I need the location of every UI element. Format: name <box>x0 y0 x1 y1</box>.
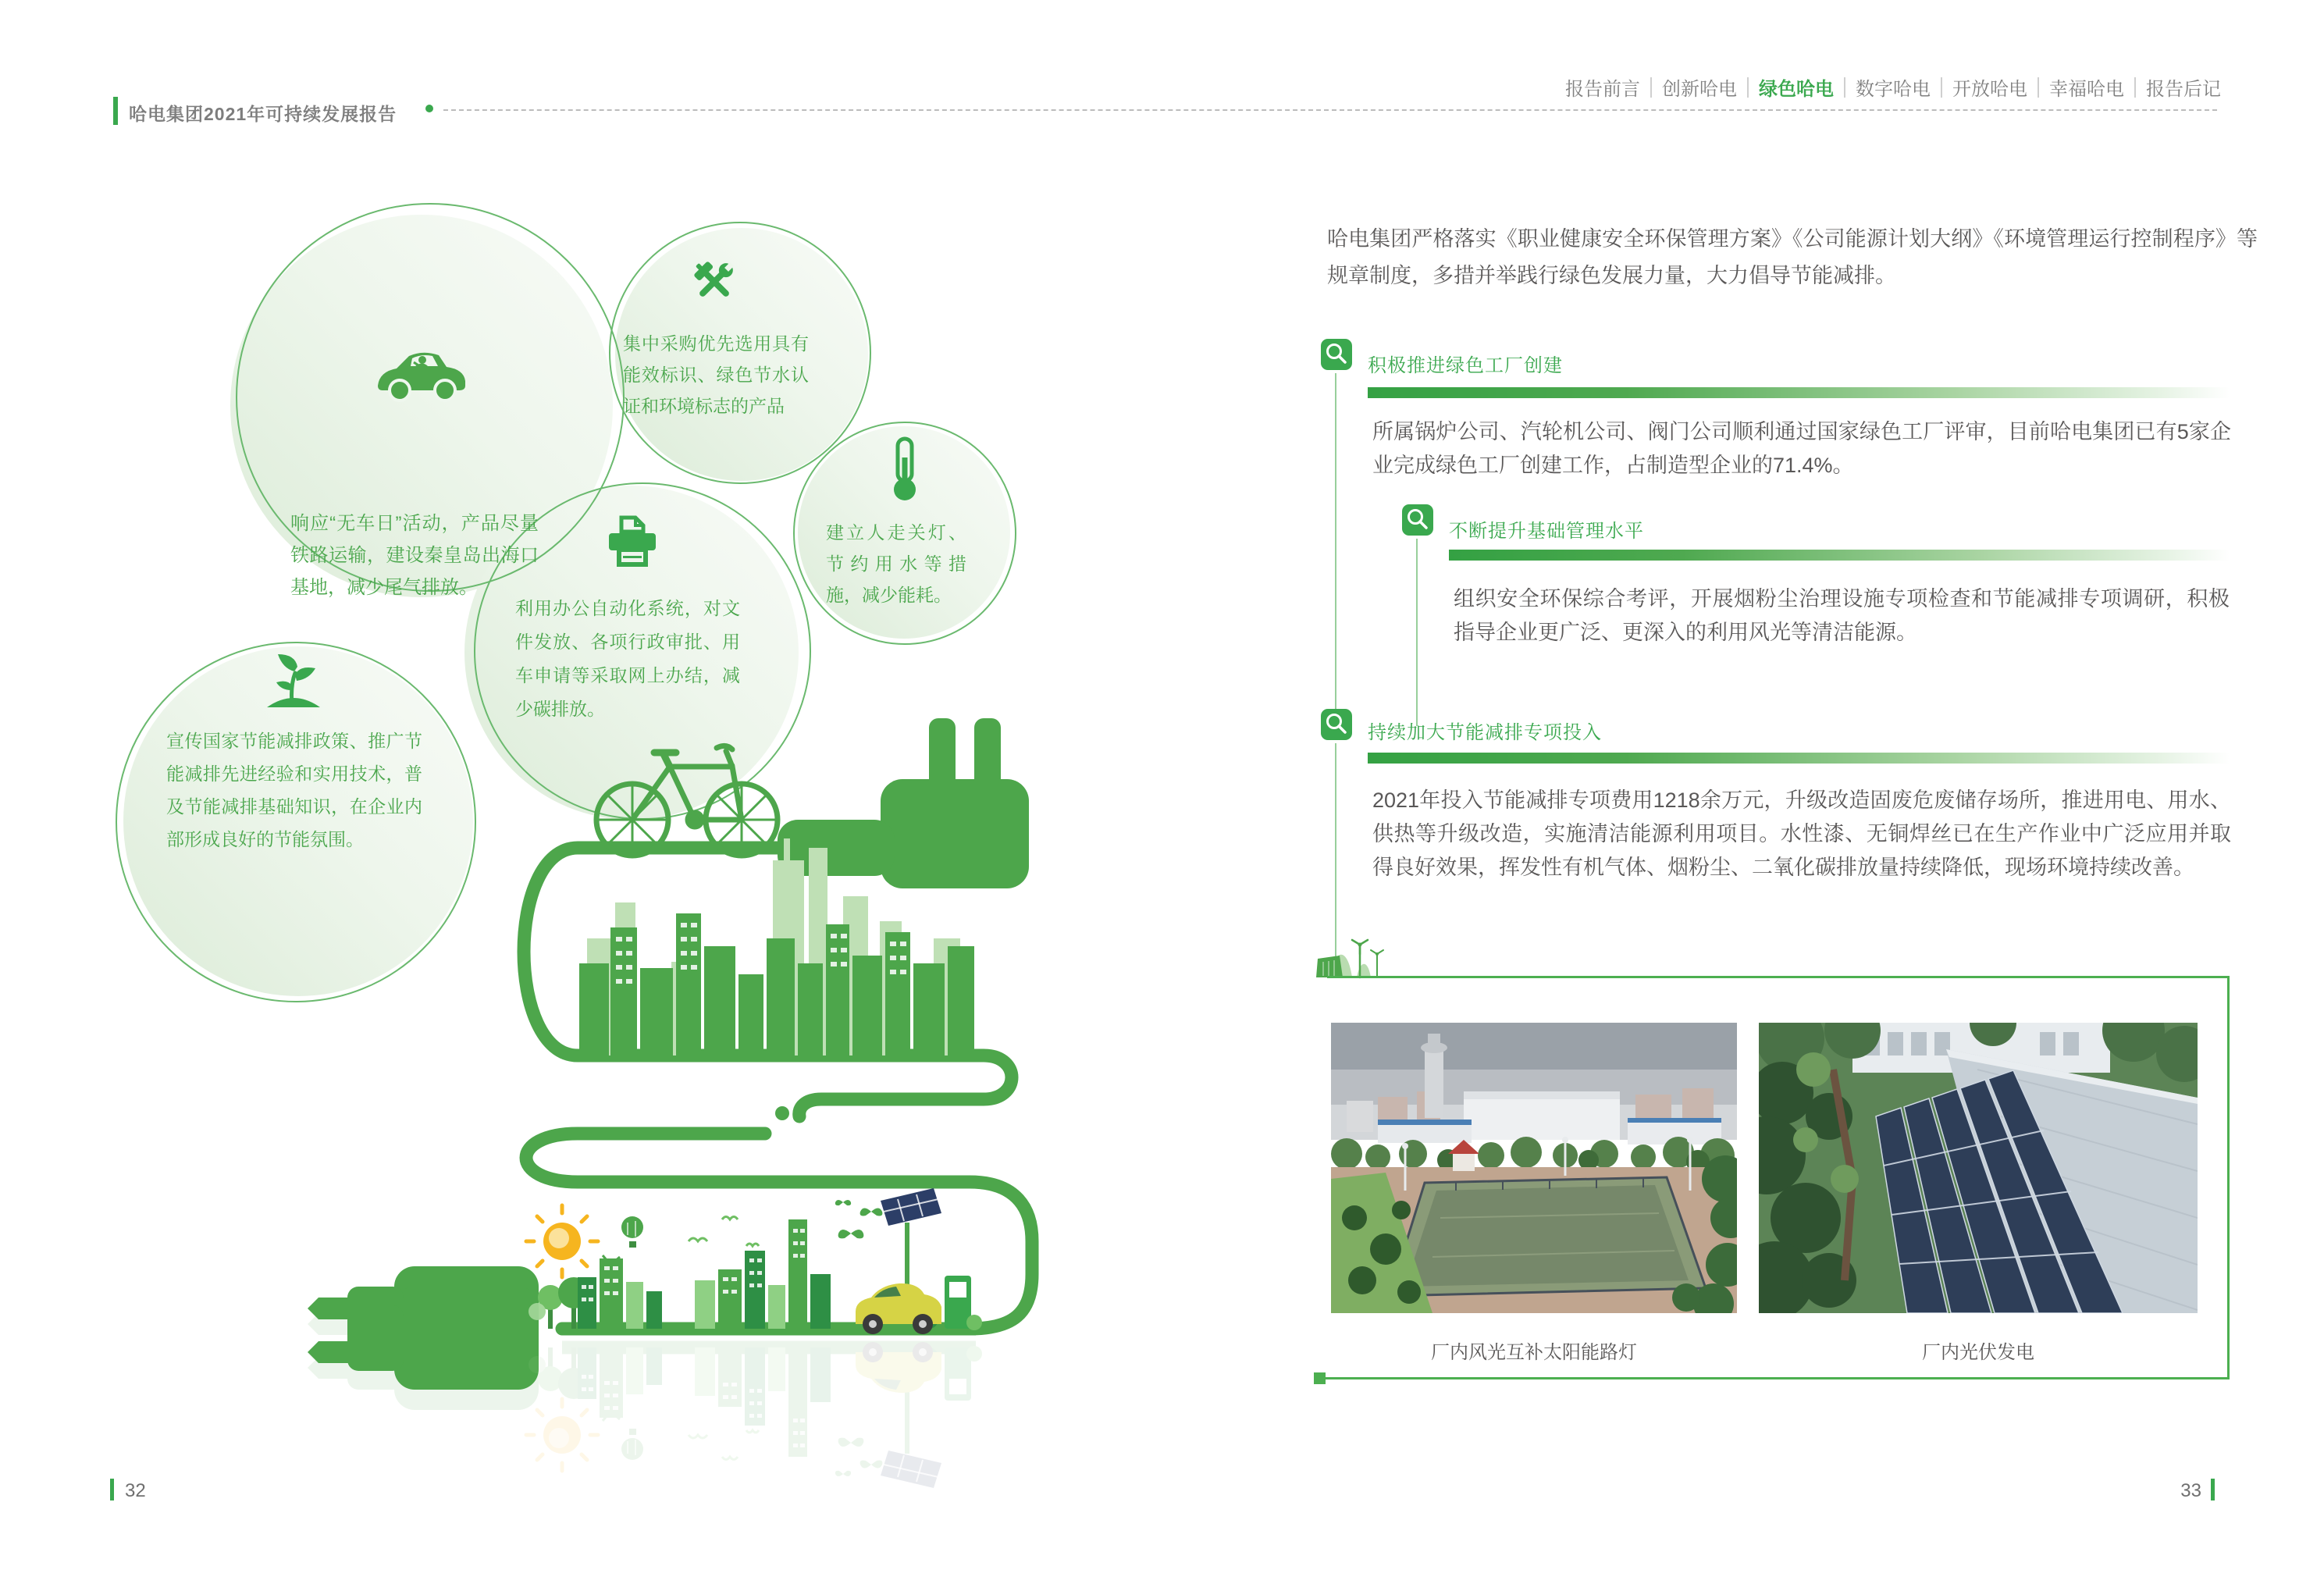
page-number-left: 32 <box>125 1480 146 1501</box>
bubble-text-no-car-day: 响应“无车日”活动，产品尽量铁路运输，建设秦皇岛出海口基地，减少尾气排放。 <box>290 513 539 598</box>
eco-city-scene <box>526 1188 982 1334</box>
green-energy-cord-illustration <box>304 695 1046 1515</box>
section-gradient-bar <box>1368 387 2230 398</box>
photo-frame-right <box>2227 976 2230 1379</box>
nav-tab-postscript[interactable]: 报告后记 <box>2146 79 2221 100</box>
page-number-bar-left <box>110 1479 114 1500</box>
magnifier-icon <box>1321 339 1352 370</box>
section-title-special-investment: 持续加大节能减排专项投入 <box>1368 722 1602 743</box>
nav-tab-digital[interactable]: 数字哈电 <box>1856 79 1931 100</box>
wind-turbine-decoration-icon <box>1316 934 1402 979</box>
bubble-text-save-energy: 建立人走关灯、节约用水等措施，减少能耗。 <box>826 522 966 605</box>
balloon-icon <box>621 1216 643 1238</box>
car-icon <box>373 345 470 404</box>
nav-tab-innovation[interactable]: 创新哈电 <box>1662 79 1737 100</box>
section-body-special-investment: 2021年投入节能减排专项费用1218余万元，升级改造固废危废储存场所，推进用电、用水、供热等升级改造，实施清洁能源利用项目。水性漆、无铜焊丝已在生产作业中广泛应用并取得良好效果，挥发性有机气体、烟粉尘、二氧化碳排放量持续降低，现场环境持续改善。 <box>1372 788 2231 879</box>
photo-caption-right: 厂内光伏发电 <box>1922 1342 2034 1363</box>
bubble-text-office-automation: 利用办公自动化系统，对文件发放、各项行政审批、用车申请等采取网上办结，减少碳排放。 <box>515 598 740 719</box>
nav-tab-open[interactable]: 开放哈电 <box>1952 79 2027 100</box>
section-gradient-bar <box>1368 753 2230 764</box>
nav-divider <box>1650 77 1652 98</box>
nav-divider <box>1941 77 1942 98</box>
section-connector-line <box>1416 539 1418 726</box>
nav-divider <box>1844 77 1845 98</box>
bird-icon <box>689 1217 759 1247</box>
nav-tab-preface[interactable]: 报告前言 <box>1565 79 1640 100</box>
photo-frame-bottom <box>1319 1377 2230 1379</box>
section-body-green-factory: 所属锅炉公司、汽轮机公司、阀门公司顺利通过国家绿色工厂评审，目前哈电集团已有5家企业完成绿色工厂创建工作，占制造型企业的71.4%。 <box>1372 420 2231 477</box>
nav-divider <box>2134 77 2136 98</box>
magnifier-icon <box>1321 709 1352 740</box>
butterfly-icon <box>835 1200 883 1238</box>
section-body-basic-management: 组织安全环保综合考评，开展烟粉尘治理设施专项检查和节能减排专项调研，积极指导企业更广泛、更深入的利用风光等清洁能源。 <box>1454 587 2230 644</box>
header-dot <box>425 105 433 112</box>
intro-paragraph: 哈电集团严格落实《职业健康安全环保管理方案》《公司能源计划大纲》《环境管理运行控制程序》等规章制度，多措并举践行绿色发展力量，大力倡导节能减排。 <box>1327 227 2258 287</box>
bubble-text-procurement: 集中采购优先选用具有能效标识、绿色节水认证和环境标志的产品 <box>623 333 809 416</box>
top-navigation <box>1565 73 2221 101</box>
nav-divider <box>2038 77 2039 98</box>
photo-wind-solar-street-lamps <box>1331 1023 1737 1313</box>
page-number-right: 33 <box>2180 1480 2201 1501</box>
thermometer-icon <box>884 436 925 504</box>
photo-rooftop-photovoltaic <box>1759 1023 2198 1313</box>
photo-caption-left: 厂内风光互补太阳能路灯 <box>1431 1342 1637 1363</box>
report-title: 哈电集团2021年可持续发展报告 <box>129 104 397 124</box>
page-number-bar-right <box>2211 1479 2215 1500</box>
solar-panel-icon <box>881 1188 941 1226</box>
header-dashed-line <box>443 109 2217 111</box>
photo-frame-top <box>1327 976 2230 978</box>
section-connector-line <box>1335 373 1336 709</box>
magnifier-icon <box>1402 504 1433 536</box>
nav-tab-happiness[interactable]: 幸福哈电 <box>2049 79 2124 100</box>
section-title-green-factory: 积极推进绿色工厂创建 <box>1368 355 1563 376</box>
section-title-basic-management: 不断提升基础管理水平 <box>1449 521 1644 542</box>
photo-frame-end-square <box>1314 1372 1326 1384</box>
section-gradient-bar <box>1449 550 2230 561</box>
bubble-text-publicity: 宣传国家节能减排政策、推广节能减排先进经验和实用技术，普及节能减排基础知识，在企业内部形成良好的节能氛围。 <box>166 731 422 849</box>
nav-tab-green-active[interactable]: 绿色哈电 <box>1759 79 1834 100</box>
tools-icon <box>689 256 740 308</box>
bicycle-icon <box>596 746 778 856</box>
title-accent-bar <box>113 97 118 125</box>
printer-icon <box>607 514 657 573</box>
nav-divider <box>1747 77 1749 98</box>
